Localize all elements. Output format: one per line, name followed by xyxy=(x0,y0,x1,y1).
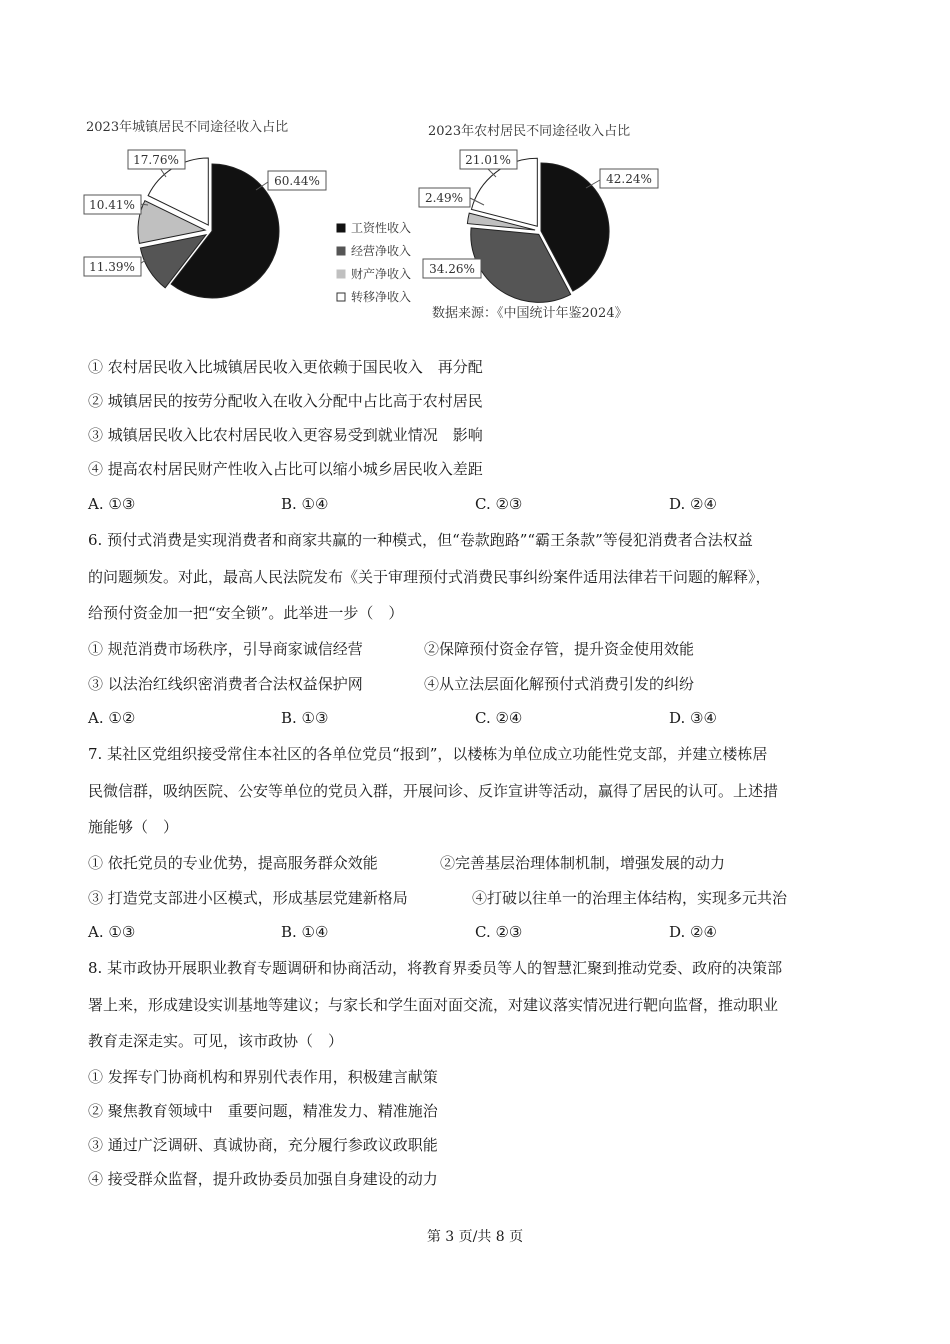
q7-option-d: D. ②④ xyxy=(669,923,717,941)
q6-option-d: D. ③④ xyxy=(669,709,717,727)
urban-label-wage xyxy=(256,171,326,190)
q5-option-c: C. ②③ xyxy=(475,495,523,513)
q7-option-b: B. ①④ xyxy=(281,923,329,941)
svg-text:34.26%: 34.26% xyxy=(429,262,475,276)
urban-chart-title: 2023年城镇居民不同途径收入占比 xyxy=(86,120,289,135)
q8-stem-line-2: 署上来，形成建设实训基地等建议；与家长和学生面对面交流，对建议落实情况进行靶向监督，推动职业 xyxy=(88,996,779,1014)
svg-text:工资性收入: 工资性收入 xyxy=(351,221,412,235)
q6-stem-line-3: 给预付资金加一把“安全锁”。此举进一步（ ） xyxy=(88,604,404,622)
q6-stem-line-2: 的问题频发。对此，最高人民法院发布《关于审理预付式消费民事纠纷案件适用法律若干问题的解释》， xyxy=(88,568,771,586)
q7-item-1: ① 依托党员的专业优势，提高服务群众效能 xyxy=(88,854,378,872)
q7-option-a: A. ①③ xyxy=(88,923,136,941)
svg-text:2.49%: 2.49% xyxy=(424,191,464,205)
q8-item-1: ① 发挥专门协商机构和界别代表作用，积极建言献策 xyxy=(88,1068,438,1086)
svg-text:60.44%: 60.44% xyxy=(274,174,320,188)
svg-text:转移净收入: 转移净收入 xyxy=(351,290,412,304)
svg-text:17.76%: 17.76% xyxy=(133,153,179,167)
q7-item-2: ②完善基层治理体制机制，增强发展的动力 xyxy=(440,854,726,872)
q6-item-1: ① 规范消费市场秩序，引导商家诚信经营 xyxy=(88,640,363,658)
q5-item-3: ③ 城镇居民收入比农村居民收入更容易受到就业情况 影响 xyxy=(88,426,483,444)
q8-stem-line-1: 8. 某市政协开展职业教育专题调研和协商活动，将教育界委员等人的智慧汇聚到推动党委、政府的决策部 xyxy=(88,959,783,977)
rural-pie xyxy=(467,158,609,302)
q5-item-1: ① 农村居民收入比城镇居民收入更依赖于国民收入 再分配 xyxy=(88,358,483,376)
q5-item-4: ④ 提高农村居民财产性收入占比可以缩小城乡居民收入差距 xyxy=(88,460,483,478)
q6-stem-line-1: 6. 预付式消费是实现消费者和商家共赢的一种模式，但“卷款跑路”“霸王条款”等侵犯消费者合法权益 xyxy=(88,531,753,549)
svg-text:11.39%: 11.39% xyxy=(89,260,135,274)
q5-item-2: ② 城镇居民的按劳分配收入在收入分配中占比高于农村居民 xyxy=(88,392,483,410)
q5-option-d: D. ②④ xyxy=(669,495,717,513)
q7-stem-line-2: 民微信群，吸纳医院、公安等单位的党员入群，开展问诊、反诈宣讲等活动，赢得了居民的认可。上述措 xyxy=(88,782,779,800)
q8-stem-line-3: 教育走深走实。可见，该市政协（ ） xyxy=(88,1032,344,1050)
income-charts xyxy=(0,0,950,340)
q6-option-b: B. ①③ xyxy=(281,709,329,727)
chart-legend xyxy=(337,220,411,304)
q6-item-3: ③ 以法治红线织密消费者合法权益保护网 xyxy=(88,675,363,693)
q7-stem-line-3: 施能够（ ） xyxy=(88,818,179,836)
svg-text:10.41%: 10.41% xyxy=(89,198,135,212)
q6-item-4: ④从立法层面化解预付式消费引发的纠纷 xyxy=(424,675,695,693)
q5-option-a: A. ①③ xyxy=(88,495,136,513)
urban-label-business xyxy=(84,257,148,276)
svg-text:21.01%: 21.01% xyxy=(465,153,511,167)
q6-option-a: A. ①② xyxy=(88,709,136,727)
svg-text:财产净收入: 财产净收入 xyxy=(351,267,412,281)
q8-item-3: ③ 通过广泛调研、真诚协商，充分履行参政议政职能 xyxy=(88,1136,438,1154)
urban-pie xyxy=(138,158,279,298)
rural-chart-title: 2023年农村居民不同途径收入占比 xyxy=(428,124,631,139)
rural-label-wage xyxy=(586,169,658,188)
svg-text:经营净收入: 经营净收入 xyxy=(351,244,412,258)
rural-label-business xyxy=(423,255,481,278)
svg-text:42.24%: 42.24% xyxy=(606,172,652,186)
q7-item-4: ④打破以往单一的治理主体结构，实现多元共治 xyxy=(472,889,788,907)
q7-stem-line-1: 7. 某社区党组织接受常住本社区的各单位党员“报到”，以楼栋为单位成立功能性党支部，并建立楼栋居 xyxy=(88,745,768,763)
q7-option-c: C. ②③ xyxy=(475,923,523,941)
urban-label-property xyxy=(84,195,148,214)
page-footer: 第 3 页/共 8 页 xyxy=(426,1229,524,1245)
q8-item-4: ④ 接受群众监督，提升政协委员加强自身建设的动力 xyxy=(88,1170,438,1188)
q5-option-b: B. ①④ xyxy=(281,495,329,513)
q7-item-3: ③ 打造党支部进小区模式，形成基层党建新格局 xyxy=(88,889,408,907)
q8-item-2: ② 聚焦教育领域中 重要问题，精准发力、精准施治 xyxy=(88,1102,438,1120)
data-source: 数据来源：《中国统计年鉴2024》 xyxy=(432,306,628,321)
q6-item-2: ②保障预付资金存管，提升资金使用效能 xyxy=(424,640,695,658)
q6-option-c: C. ②④ xyxy=(475,709,523,727)
